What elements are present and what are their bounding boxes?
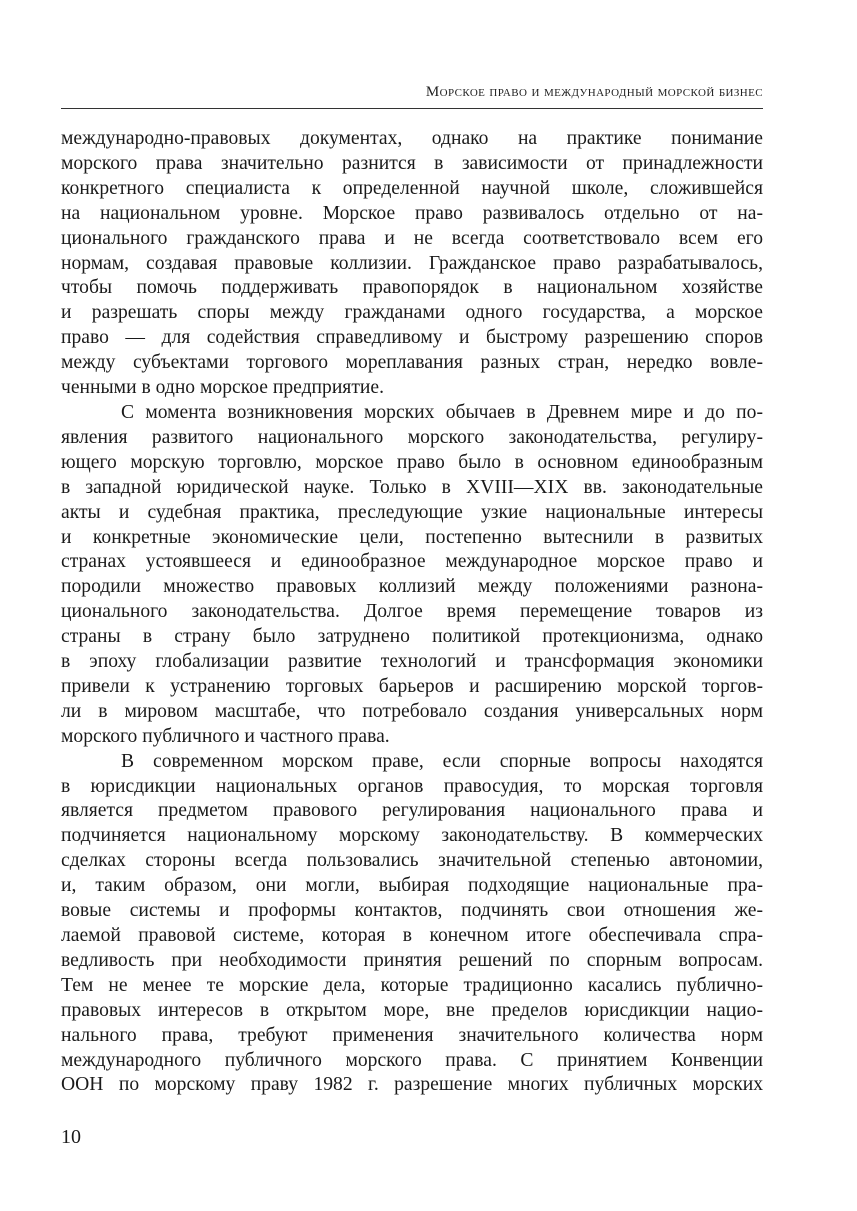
page-number: 10: [61, 1126, 81, 1148]
text-line: странах устоявшееся и единообразное международное морское право и: [61, 551, 763, 573]
text-line: ционального гражданского права и не всегда соответствовало всем его: [61, 227, 763, 249]
paragraph-1: [61, 127, 763, 401]
text-line: чтобы помочь поддерживать правопорядок в национальном хозяйстве: [61, 277, 763, 299]
header-rule: [61, 108, 763, 109]
text-line: на национальном уровне. Морское право развивалось отдельно от на-: [61, 202, 763, 224]
text-line: породили множество правовых коллизий между положениями разнона-: [61, 576, 763, 598]
text-line: и конкретные экономические цели, постепенно вытеснили в развитых: [61, 526, 763, 548]
text-line: в юрисдикции национальных органов правосудия, то морская торговля: [61, 775, 763, 797]
text-line: морского права значительно разнится в зависимости от принадлежности: [61, 152, 763, 174]
running-header: Морское право и международный морской бизнес: [425, 84, 763, 100]
text-line: В современном морском праве, если спорные вопросы находятся: [121, 750, 763, 772]
text-line: в эпоху глобализации развитие технологий и трансформация экономики: [61, 651, 763, 673]
text-line: страны в страну было затруднено политикой протекционизма, однако: [61, 626, 763, 648]
text-line: между субъектами торгового мореплавания разных стран, нередко вовле-: [61, 352, 763, 374]
text-line: морского публичного и частного права.: [61, 725, 390, 747]
text-line: международного публичного морского права. С принятием Конвенции: [61, 1049, 763, 1071]
text-line: конкретного специалиста к определенной научной школе, сложившейся: [61, 177, 763, 199]
text-line: лаемой правовой системе, которая в конечном итоге обеспечивала спра-: [61, 925, 763, 946]
text-line: ведливость при необходимости принятия решений по спорным вопросам.: [61, 949, 763, 971]
text-line: ли в мировом масштабе, что потребовало создания универсальных норм: [61, 700, 763, 722]
text-line: право — для содействия справедливому и быстрому разрешению споров: [61, 327, 763, 349]
body-text: [61, 127, 763, 1098]
text-line: ООН по морскому праву 1982 г. разрешение многих публичных морских: [61, 1074, 763, 1096]
text-line: ющего морскую торговлю, морское право было в основном единообразным: [61, 451, 763, 473]
paragraph-2: [61, 401, 763, 750]
text-line: подчиняется национальному морскому законодательству. В коммерческих: [61, 825, 763, 847]
text-line: привели к устранению торговых барьеров и расширению морской торгов-: [61, 675, 763, 697]
paragraph-3: [61, 750, 763, 1099]
text-line: ченными в одно морское предприятие.: [61, 377, 384, 399]
text-line: явления развитого национального морского законодательства, регулиру-: [61, 426, 763, 448]
text-line: С момента возникновения морских обычаев в Древнем мире и до по-: [121, 401, 763, 423]
text-line: международно-правовых документах, однако на практике понимание: [61, 128, 763, 149]
text-line: Тем не менее те морские дела, которые традиционно касались публично-: [61, 974, 763, 996]
text-line: в западной юридической науке. Только в XVIII—XIX вв. законодательные: [61, 476, 763, 498]
text-line: акты и судебная практика, преследующие узкие национальные интересы: [61, 501, 763, 523]
text-line: сделках стороны всегда пользовались значительной степенью автономии,: [61, 850, 763, 872]
text-line: нального права, требуют применения значительного количества норм: [61, 1024, 763, 1046]
text-line: нормам, создавая правовые коллизии. Гражданское право разрабатывалось,: [61, 252, 763, 274]
text-line: и, таким образом, они могли, выбирая подходящие национальные пра-: [61, 875, 763, 897]
text-line: правовых интересов в открытом море, вне пределов юрисдикции нацио-: [61, 999, 763, 1021]
text-line: вовые системы и проформы контактов, подчинять свои отношения же-: [61, 900, 763, 922]
text-line: и разрешать споры между гражданами одного государства, а морское: [61, 302, 763, 324]
text-line: ционального законодательства. Долгое время перемещение товаров из: [61, 601, 763, 623]
text-line: является предметом правового регулирования национального права и: [61, 800, 763, 822]
